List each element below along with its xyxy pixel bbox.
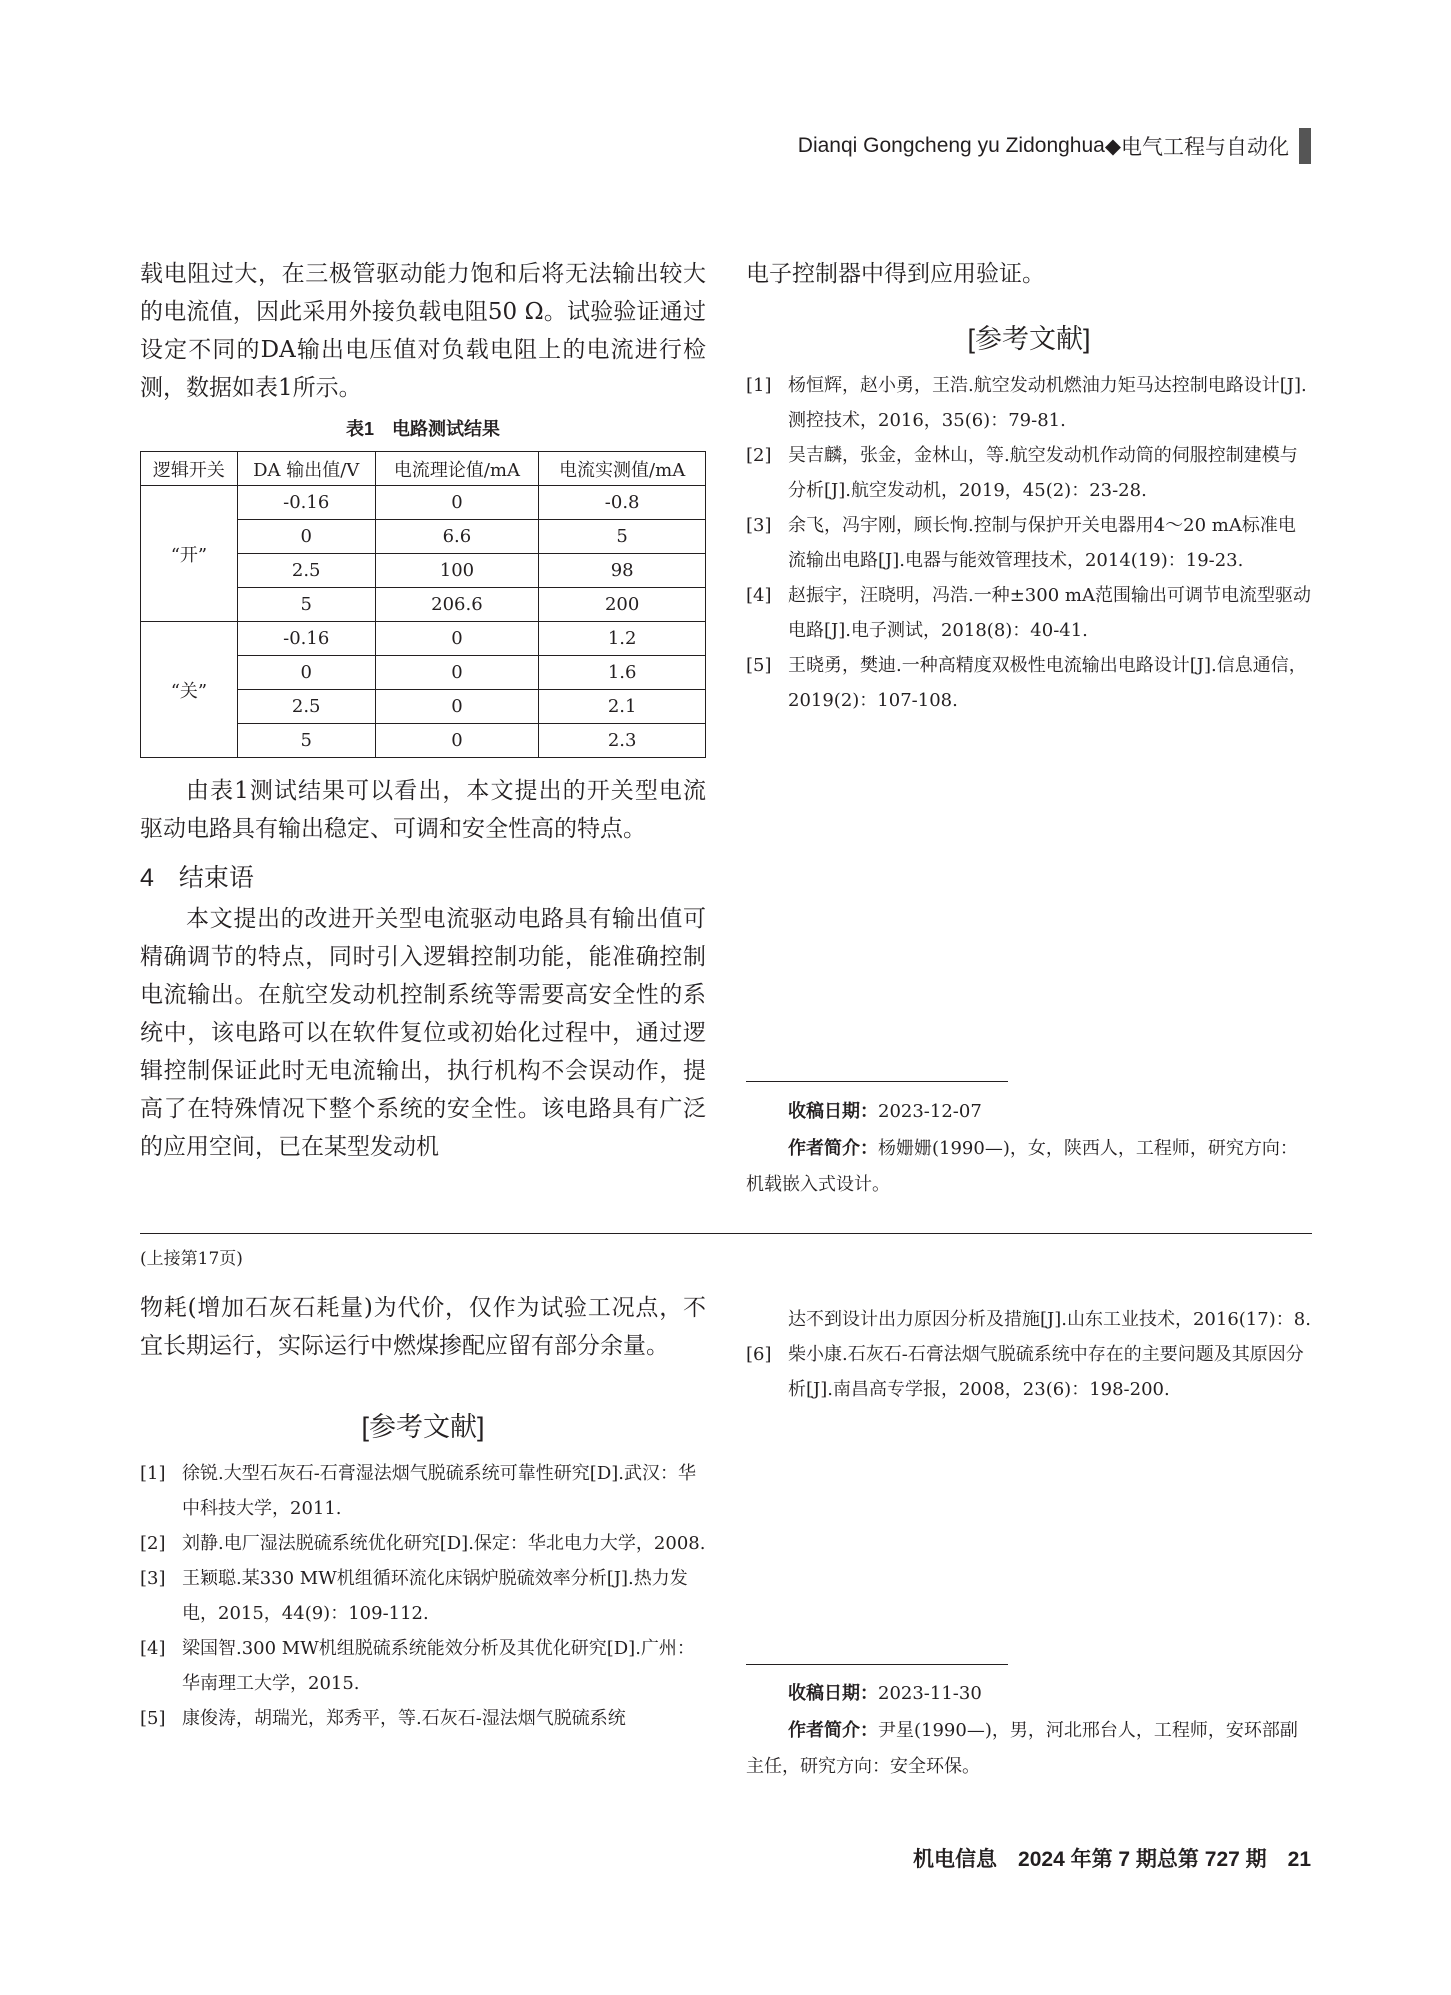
body-paragraph: 载电阻过大，在三极管驱动能力饱和后将无法输出较大的电流值，因此采用外接负载电阻50 Ω。试验验证通过设定不同的DA输出电压值对负载电阻上的电流进行检测，数据如表1所示。 [140, 261, 706, 401]
table-cell: -0.16 [237, 486, 375, 520]
reference-text: 王颖聪.某330 MW机组循环流化床锅炉脱硫效率分析[J].热力发电，2015，44(9)：109-112. [182, 1568, 688, 1624]
table-cell: 0 [375, 486, 539, 520]
reference-number: [5] [140, 1708, 166, 1729]
reference-number: [3] [140, 1568, 166, 1589]
page-footer: 机电信息 2024 年第 7 期总第 727 期 21 [913, 1848, 1311, 1871]
article-separator [140, 1233, 1312, 1234]
author-value: 杨姗姗(1990—)，女，陕西人，工程师，研究方向：机载嵌入式设计。 [746, 1138, 1298, 1195]
table-cell: 0 [237, 520, 375, 554]
table-cell: 0 [375, 724, 539, 758]
reference-number: [4] [746, 585, 772, 606]
reference-number: [1] [746, 375, 772, 396]
results-table [140, 451, 706, 758]
table-cell: 0 [375, 622, 539, 656]
table-cell: 206.6 [375, 588, 539, 622]
table-cell: 1.6 [539, 656, 706, 690]
reference-text: 王晓勇，樊迪.一种高精度双极性电流输出电路设计[J].信息通信，2019(2)：107-108. [788, 655, 1307, 711]
references-heading: [参考文献] [361, 1412, 485, 1442]
reference-text: 余飞，冯宇刚，顾长恂.控制与保护开关电器用4～20 mA标准电流输出电路[J].电器与能效管理技术，2014(19)：19-23. [788, 515, 1296, 571]
reference-number: [4] [140, 1638, 166, 1659]
diamond-icon: ◆ [1104, 134, 1121, 158]
reference-item [140, 1526, 706, 1561]
references-heading: [参考文献] [967, 324, 1091, 354]
bottom-left-column [140, 1244, 706, 1736]
table-header-cell: DA 输出值/V [237, 452, 375, 486]
table-cell: 5 [237, 724, 375, 758]
reference-item [746, 1337, 1312, 1407]
reference-text: 赵振宇，汪晓明，冯浩.一种±300 mA范围输出可调节电流型驱动电路[J].电子测试，2018(8)：40-41. [788, 585, 1311, 641]
reference-number: [3] [746, 515, 772, 536]
reference-text: 梁国智.300 MW机组脱硫系统能效分析及其优化研究[D].广州：华南理工大学，2015. [182, 1638, 695, 1694]
body-paragraph: 本文提出的改进开关型电流驱动电路具有输出值可精确调节的特点，同时引入逻辑控制功能，能准确控制电流输出。在航空发动机控制系统等需要高安全性的系统中，该电路可以在软件复位或初始化过程中，通过逻辑控制保证此时无电流输出，执行机构不会误动作，提高了在特殊情况下整个系统的安全性。该电路具有广泛的应用空间，已在某型发动机 [140, 906, 706, 1160]
header-bar [1299, 128, 1311, 164]
body-paragraph: 物耗(增加石灰石耗量)为代价，仅作为试验工况点，不宜长期运行，实际运行中燃煤掺配应留有部分余量。 [140, 1295, 706, 1359]
running-header [798, 128, 1311, 164]
table-cell: 6.6 [375, 520, 539, 554]
top-left-column [140, 255, 706, 1166]
reference-item [140, 1561, 706, 1631]
group-label: “开” [141, 486, 238, 622]
reference-text: 刘静.电厂湿法脱硫系统优化研究[D].保定：华北电力大学，2008. [182, 1533, 706, 1554]
table-cell: 98 [539, 554, 706, 588]
reference-item [746, 578, 1312, 648]
reference-text: 徐锐.大型石灰石-石膏湿法烟气脱硫系统可靠性研究[D].武汉：华中科技大学，2011. [182, 1463, 696, 1519]
author-label: 作者简介： [788, 1720, 878, 1740]
author-value: 尹星(1990—)，男，河北邢台人，工程师，安环部副主任，研究方向：安全环保。 [746, 1720, 1298, 1777]
reference-item [746, 438, 1312, 508]
reference-number: [5] [746, 655, 772, 676]
received-label: 收稿日期： [788, 1101, 878, 1121]
table-cell: 0 [375, 690, 539, 724]
received-date [746, 1675, 1312, 1712]
table-row [141, 622, 706, 656]
received-label: 收稿日期： [788, 1683, 878, 1703]
table-header-cell: 电流实测值/mA [539, 452, 706, 486]
reference-number: [1] [140, 1463, 166, 1484]
reference-item [746, 508, 1312, 578]
reference-continuation: 达不到设计出力原因分析及措施[J].山东工业技术，2016(17)：8. [788, 1309, 1311, 1330]
author-bio [746, 1712, 1312, 1785]
table-cell: -0.16 [237, 622, 375, 656]
reference-item [140, 1456, 706, 1526]
body-paragraph: 由表1测试结果可以看出，本文提出的开关型电流驱动电路具有输出稳定、可调和安全性高的特点。 [140, 778, 706, 842]
body-paragraph: 电子控制器中得到应用验证。 [746, 261, 1045, 287]
reference-item [140, 1631, 706, 1701]
table-cell: 100 [375, 554, 539, 588]
table-header-row [141, 452, 706, 486]
reference-number: [2] [746, 445, 772, 466]
table-cell: 2.3 [539, 724, 706, 758]
note-divider [746, 1081, 1008, 1082]
continued-from-label: (上接第17页) [140, 1249, 243, 1269]
section-heading: 4 结束语 [140, 864, 254, 892]
table-header-cell: 逻辑开关 [141, 452, 238, 486]
table-cell: 0 [237, 656, 375, 690]
table-cell: 200 [539, 588, 706, 622]
table-cell: 5 [237, 588, 375, 622]
received-value: 2023-12-07 [878, 1101, 982, 1122]
group-label: “关” [141, 622, 238, 758]
received-value: 2023-11-30 [878, 1683, 982, 1704]
reference-number: [2] [140, 1533, 166, 1554]
top-article-notes [746, 1093, 1312, 1203]
table-header-cell: 电流理论值/mA [375, 452, 539, 486]
reference-text: 柴小康.石灰石-石膏法烟气脱硫系统中存在的主要问题及其原因分析[J].南昌高专学报，2008，23(6)：198-200. [788, 1344, 1304, 1400]
header-pinyin: Dianqi Gongcheng yu Zidonghua [797, 134, 1105, 157]
reference-item [140, 1701, 706, 1736]
table-cell: 0 [375, 656, 539, 690]
table-cell: -0.8 [539, 486, 706, 520]
table-cell: 5 [539, 520, 706, 554]
header-title: 电气工程与自动化 [1121, 136, 1289, 159]
received-date [746, 1093, 1312, 1130]
table-cell: 1.2 [539, 622, 706, 656]
table-caption: 表1 电路测试结果 [345, 419, 500, 439]
author-label: 作者简介： [788, 1138, 878, 1158]
top-right-column [746, 255, 1312, 718]
table-cell: 2.5 [237, 690, 375, 724]
reference-item [746, 368, 1312, 438]
note-divider [746, 1664, 1008, 1665]
reference-item [746, 648, 1312, 718]
reference-number: [6] [746, 1344, 772, 1365]
table-row [141, 486, 706, 520]
reference-text: 杨恒辉，赵小勇，王浩.航空发动机燃油力矩马达控制电路设计[J].测控技术，2016，35(6)：79-81. [788, 375, 1307, 431]
bottom-article-notes [746, 1675, 1312, 1785]
author-bio [746, 1130, 1312, 1203]
table-cell: 2.5 [237, 554, 375, 588]
table-cell: 2.1 [539, 690, 706, 724]
bottom-right-column [746, 1302, 1312, 1407]
reference-text: 康俊涛，胡瑞光，郑秀平，等.石灰石-湿法烟气脱硫系统 [182, 1708, 626, 1729]
reference-text: 吴吉麟，张金，金林山，等.航空发动机作动筒的伺服控制建模与分析[J].航空发动机，2019，45(2)：23-28. [788, 445, 1298, 501]
